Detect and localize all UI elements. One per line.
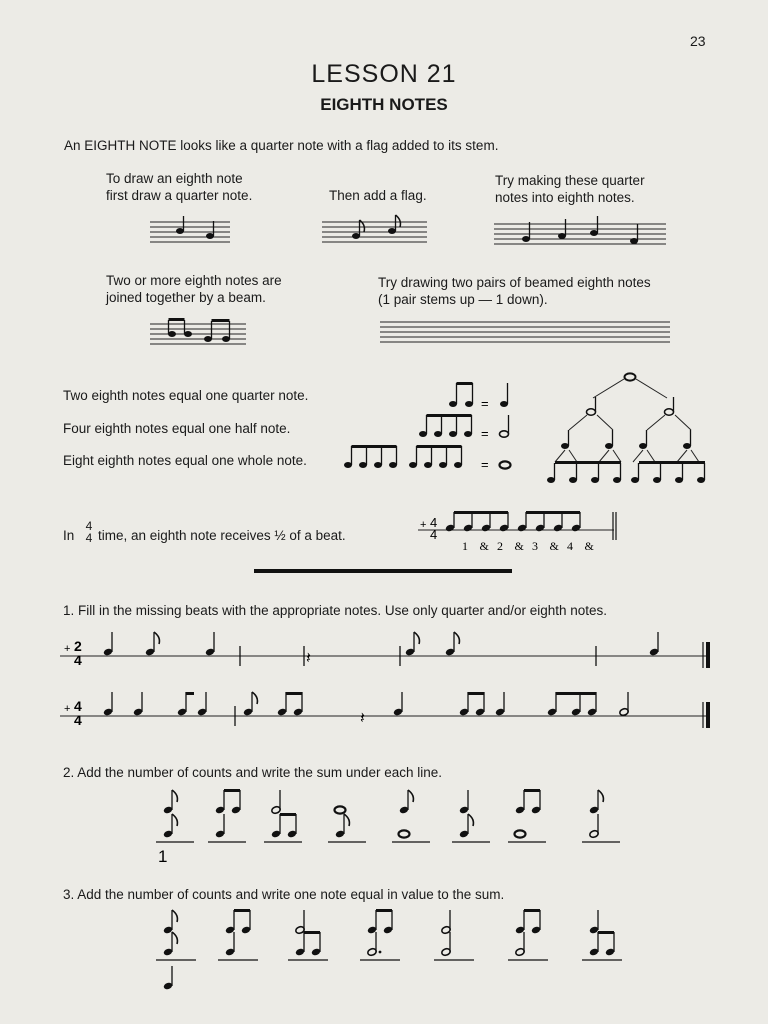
quarter-rest: 𝄽 xyxy=(306,648,311,667)
beam xyxy=(304,931,320,934)
half-note xyxy=(515,932,525,956)
staff-beamed-notes xyxy=(150,318,246,348)
beam xyxy=(234,909,250,912)
draw-step-1-line-2: first draw a quarter note. xyxy=(106,188,253,203)
eighth-note xyxy=(653,477,661,483)
beam-text-line-2: joined together by a beam. xyxy=(106,290,266,305)
eighth-note xyxy=(145,632,160,656)
eighth-note xyxy=(177,692,187,716)
eighth-note xyxy=(295,932,305,956)
eighth-note xyxy=(383,910,393,934)
try-step-line-2: notes into eighth notes. xyxy=(495,190,635,205)
beam xyxy=(524,909,540,912)
quarter-note xyxy=(205,632,215,656)
eighth-note xyxy=(571,692,581,716)
eighth-note xyxy=(515,910,525,934)
ex1-time-sig-top: 2 xyxy=(74,638,82,654)
quarter-note xyxy=(163,966,173,990)
count-label: 1 xyxy=(462,539,468,553)
eighth-note xyxy=(605,932,615,956)
count-label: 3 xyxy=(532,539,538,553)
try-beam-line-2: (1 pair stems up — 1 down). xyxy=(378,292,548,307)
beam xyxy=(186,692,194,695)
ex1-time-sig-top: 4 xyxy=(74,698,82,714)
eighth-note xyxy=(613,477,621,483)
eighth-note xyxy=(499,512,509,532)
time-sig-sentence: time, an eighth note receives ½ of a beat. xyxy=(98,528,346,543)
count-time-sig-bottom: 4 xyxy=(430,527,438,542)
half-note xyxy=(589,814,599,838)
eighth-note xyxy=(243,692,258,716)
eighth-note xyxy=(399,790,414,814)
eighth-note xyxy=(459,692,469,716)
eighth-note xyxy=(531,790,541,814)
eighth-note xyxy=(589,790,604,814)
eighth-note xyxy=(352,233,360,239)
equals-sign: = xyxy=(481,396,489,411)
equals-sign: = xyxy=(481,426,489,441)
eighth-note xyxy=(163,790,178,814)
eighth-note xyxy=(463,512,473,532)
half-note xyxy=(271,790,281,814)
eighth-note xyxy=(589,932,599,956)
eighth-note xyxy=(388,228,396,234)
eighth-note xyxy=(367,910,377,934)
eighth-note xyxy=(287,814,297,838)
page-number: 23 xyxy=(690,33,706,49)
quarter-note xyxy=(589,910,599,934)
exercise-2-answer: 1 xyxy=(158,847,168,866)
eighth-note xyxy=(405,632,420,656)
try-step-line-1: Try making these quarter xyxy=(495,173,645,188)
time-sig-top: 4 xyxy=(85,519,93,533)
eighth-note xyxy=(225,910,235,934)
eighth-note xyxy=(241,910,251,934)
eighth-note xyxy=(335,814,350,838)
eighth-note xyxy=(675,477,683,483)
beam xyxy=(224,789,240,792)
lesson-subtitle: EIGHTH NOTES xyxy=(320,95,448,114)
quarter-rest: 𝄽 xyxy=(360,708,365,727)
whole-note xyxy=(515,830,526,837)
count-label: 4 xyxy=(567,539,573,553)
lesson-title: LESSON 21 xyxy=(311,60,457,88)
count-label: & xyxy=(514,539,524,553)
equality-whole: Eight eighth notes equal one whole note. xyxy=(63,453,307,468)
eighth-note xyxy=(277,692,287,716)
exercise-3-problems xyxy=(150,906,620,998)
eighth-note xyxy=(569,477,577,483)
count-time-sig-top: 4 xyxy=(430,515,438,530)
half-note xyxy=(367,932,382,956)
eighth-note xyxy=(271,814,281,838)
eighth-note xyxy=(215,790,225,814)
half-note xyxy=(619,692,629,716)
staff-practice-notes xyxy=(494,220,666,248)
try-beam-line-1: Try drawing two pairs of beamed eighth notes xyxy=(378,275,651,290)
section-divider xyxy=(254,569,512,573)
eighth-note xyxy=(535,512,545,532)
count-label: 2 xyxy=(497,539,503,553)
beam xyxy=(556,692,596,695)
note-value-tree xyxy=(545,370,715,488)
beam xyxy=(524,789,540,792)
exercise-3-instruction: 3. Add the number of counts and write one note equal in value to the sum. xyxy=(63,887,505,902)
eighth-note xyxy=(163,910,178,934)
quarter-note xyxy=(495,692,505,716)
eighth-note xyxy=(231,790,241,814)
inline-time-signature xyxy=(84,520,94,544)
eighth-note xyxy=(445,632,460,656)
ex1-time-sig-bottom: 4 xyxy=(74,652,82,668)
staff-eighth-notes xyxy=(322,218,427,246)
intro-text: An EIGHTH NOTE looks like a quarter note with a flag added to its stem. xyxy=(64,138,499,153)
eighth-note xyxy=(531,910,541,934)
empty-staff-practice xyxy=(380,320,670,346)
eighth-note xyxy=(163,814,178,838)
quarter-note xyxy=(459,790,469,814)
eighth-note xyxy=(311,932,321,956)
exercise-1-instruction: 1. Fill in the missing beats with the appropriate notes. Use only quarter and/or eighth notes. xyxy=(63,603,608,618)
beam xyxy=(454,511,508,514)
quarter-note xyxy=(649,632,659,656)
eighth-note xyxy=(591,477,599,483)
exercise-2-instruction: 2. Add the number of counts and write the sum under each line. xyxy=(63,765,442,780)
equality-quarter: Two eighth notes equal one quarter note. xyxy=(63,388,309,403)
note-equality-figures xyxy=(340,376,520,472)
eighth-note xyxy=(547,692,557,716)
svg-text:+: + xyxy=(64,703,71,715)
quarter-note xyxy=(393,692,403,716)
quarter-note xyxy=(206,233,214,239)
whole-note xyxy=(335,806,346,813)
quarter-note xyxy=(225,932,235,956)
svg-text:+: + xyxy=(420,519,427,531)
beam xyxy=(286,692,302,695)
half-note xyxy=(441,910,451,934)
eighth-note xyxy=(475,692,485,716)
eighth-note xyxy=(445,512,455,532)
beam xyxy=(526,511,580,514)
beam xyxy=(280,813,296,816)
exercise-2-problems xyxy=(150,784,620,864)
whole-note xyxy=(399,830,410,837)
eighth-note xyxy=(571,512,581,532)
eighth-note xyxy=(587,692,597,716)
equals-sign: = xyxy=(481,457,489,472)
beam xyxy=(376,909,392,912)
count-label: & xyxy=(549,539,559,553)
beam xyxy=(468,692,484,695)
quarter-note xyxy=(103,632,113,656)
quarter-note xyxy=(197,692,207,716)
eighth-note xyxy=(697,477,705,483)
half-note xyxy=(295,910,305,934)
time-sig-prefix: In xyxy=(63,528,75,543)
eighth-note xyxy=(547,477,555,483)
time-sig-bottom: 4 xyxy=(85,531,93,545)
eighth-note xyxy=(293,692,303,716)
exercise-1-line-2 xyxy=(60,690,714,738)
draw-step-2: Then add a flag. xyxy=(329,188,427,203)
count-staff xyxy=(418,508,618,552)
beam xyxy=(598,931,614,934)
eighth-note xyxy=(517,512,527,532)
eighth-note xyxy=(631,477,639,483)
quarter-note xyxy=(133,692,143,716)
eighth-note xyxy=(459,814,474,838)
svg-text:+: + xyxy=(64,643,71,655)
staff-quarter-notes xyxy=(150,218,230,246)
beam-text-line-1: Two or more eighth notes are xyxy=(106,273,282,288)
count-label: & xyxy=(479,539,489,553)
count-label: & xyxy=(584,539,594,553)
ex1-time-sig-bottom: 4 xyxy=(74,712,82,728)
quarter-note xyxy=(176,228,184,234)
draw-step-1-line-1: To draw an eighth note xyxy=(106,171,243,186)
eighth-note xyxy=(481,512,491,532)
quarter-note xyxy=(103,692,113,716)
quarter-note xyxy=(215,814,225,838)
equality-half: Four eighth notes equal one half note. xyxy=(63,421,291,436)
eighth-note xyxy=(163,932,178,956)
half-note xyxy=(441,932,451,956)
eighth-note xyxy=(515,790,525,814)
eighth-note xyxy=(553,512,563,532)
exercise-1-line-1 xyxy=(60,630,714,678)
